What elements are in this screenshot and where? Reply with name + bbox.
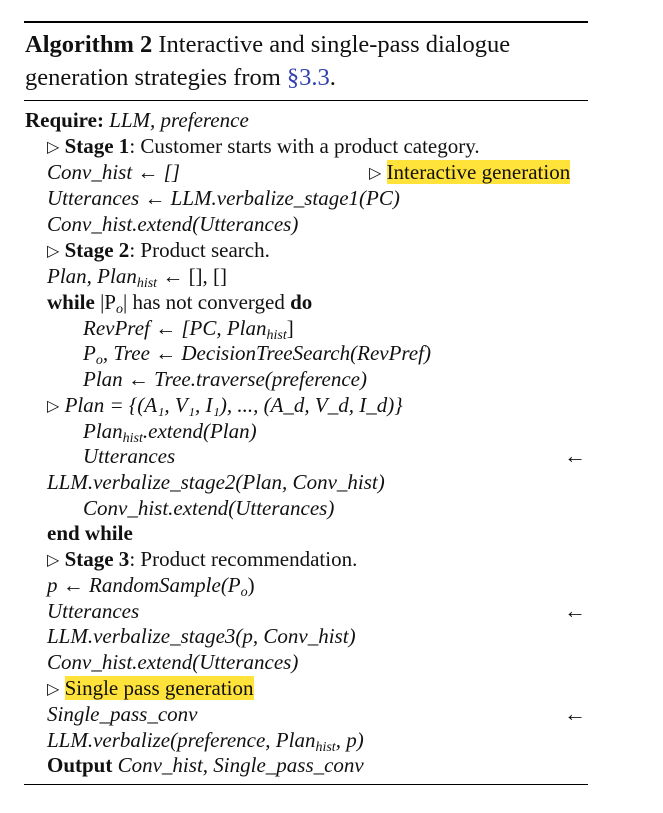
conv-hist-extend-line-2: Conv_hist.extend(Utterances) <box>83 496 335 520</box>
require-line <box>25 107 249 133</box>
interactive-generation-highlight: Interactive generation <box>386 160 571 184</box>
while-keyword: while <box>47 290 95 314</box>
output-arguments: Conv_hist, Single_pass_conv <box>117 753 364 777</box>
output-keyword: Output <box>47 753 113 777</box>
while-line <box>47 289 312 315</box>
plan-hist-part-2: .extend(Plan) <box>142 419 257 443</box>
plan-init-part-1: Plan, Plan <box>47 264 137 288</box>
section-reference-link[interactable]: §3.3 <box>286 64 330 91</box>
verbalize-stage3-line: LLM.verbalize_stage3(p, Conv_hist) <box>47 624 356 648</box>
plan-hist-extend-line <box>83 418 257 444</box>
tree-search-part-1: P <box>83 341 96 365</box>
stage2-description: : Product search. <box>129 238 270 262</box>
utterances-stage3-line: Utterances <box>47 599 140 623</box>
stage1-comment <box>47 133 480 159</box>
plan-definition: Plan = {(A₁, V₁, I₁), ..., (A_d, V_d, I_d)} <box>64 393 403 417</box>
caption-title-part-1: Interactive and single-pass dialogue <box>152 31 511 58</box>
comment-triangle-icon: ▷ <box>47 139 60 156</box>
revpref-line <box>83 315 294 341</box>
end-while-keyword: end while <box>47 521 133 545</box>
random-sample-part-2: ) <box>247 573 255 597</box>
comment-triangle-icon: ▷ <box>47 552 60 569</box>
revpref-subscript: hist <box>266 328 287 343</box>
plan-definition-comment <box>47 392 403 418</box>
do-keyword: do <box>290 290 313 314</box>
tree-search-part-2: , Tree ← DecisionTreeSearch(RevPref) <box>102 341 431 365</box>
random-sample-part-1: p ← RandomSample(P <box>47 573 241 597</box>
random-sample-line <box>47 572 255 598</box>
stage2-keyword: Stage 2 <box>64 238 130 262</box>
assignment-arrow-icon: ← <box>564 598 586 623</box>
caption-title-part-3: . <box>329 64 336 91</box>
tree-traverse-line: Plan ← Tree.traverse(preference) <box>83 367 367 391</box>
stage3-comment <box>47 546 357 572</box>
plan-init-line <box>47 263 227 289</box>
single-pass-generation-comment <box>47 676 254 700</box>
revpref-part-2: ] <box>286 316 294 340</box>
while-condition-part-2: | has not converged <box>122 290 291 314</box>
while-condition-subscript: o <box>115 302 123 317</box>
stage2-comment <box>47 237 270 263</box>
tree-search-subscript: o <box>95 353 103 368</box>
require-keyword: Require: <box>25 108 104 132</box>
tree-search-line <box>83 340 431 366</box>
require-arguments: LLM, preference <box>109 108 249 132</box>
plan-init-part-2: ← [], [] <box>157 264 228 288</box>
assignment-arrow-icon: ← <box>564 701 586 726</box>
interactive-generation-comment <box>369 160 570 184</box>
verbalize-single-pass-line <box>47 727 364 753</box>
bottom-rule <box>24 784 588 785</box>
verbalize-stage2-line: LLM.verbalize_stage2(Plan, Conv_hist) <box>47 470 385 494</box>
verbalize-single-pass-part-2: , p) <box>335 728 364 752</box>
random-sample-subscript: o <box>240 585 248 600</box>
utterances-stage2-line: Utterances <box>83 444 176 468</box>
comment-triangle-icon: ▷ <box>47 398 60 415</box>
stage3-description: : Product recommendation. <box>129 547 358 571</box>
plan-init-subscript: hist <box>136 276 158 291</box>
conv-hist-init-line: Conv_hist ← [] <box>47 160 181 184</box>
stage3-keyword: Stage 3 <box>64 547 130 571</box>
caption-title-part-2: generation strategies from <box>25 64 287 91</box>
comment-triangle-icon: ▷ <box>47 681 60 698</box>
output-line <box>47 752 364 778</box>
plan-hist-part-1: Plan <box>83 419 123 443</box>
single-pass-generation-highlight: Single pass generation <box>64 676 254 700</box>
single-pass-conv-line: Single_pass_conv <box>47 702 198 726</box>
utterances-stage1-line: Utterances ← LLM.verbalize_stage1(PC) <box>47 186 400 210</box>
conv-hist-extend-line-3: Conv_hist.extend(Utterances) <box>47 650 299 674</box>
verbalize-single-pass-subscript: hist <box>315 740 336 755</box>
stage1-description: : Customer starts with a product category. <box>129 134 480 158</box>
caption-label: Algorithm 2 <box>25 31 153 58</box>
while-condition-part-1: |P <box>94 290 116 314</box>
comment-triangle-icon: ▷ <box>47 243 60 260</box>
stage1-keyword: Stage 1 <box>64 134 130 158</box>
assignment-arrow-icon: ← <box>564 443 586 468</box>
comment-triangle-icon: ▷ <box>369 165 382 182</box>
conv-hist-extend-line-1: Conv_hist.extend(Utterances) <box>47 212 299 236</box>
plan-hist-subscript: hist <box>122 431 143 446</box>
revpref-part-1: RevPref ← [PC, Plan <box>83 316 267 340</box>
verbalize-single-pass-part-1: LLM.verbalize(preference, Plan <box>47 728 316 752</box>
